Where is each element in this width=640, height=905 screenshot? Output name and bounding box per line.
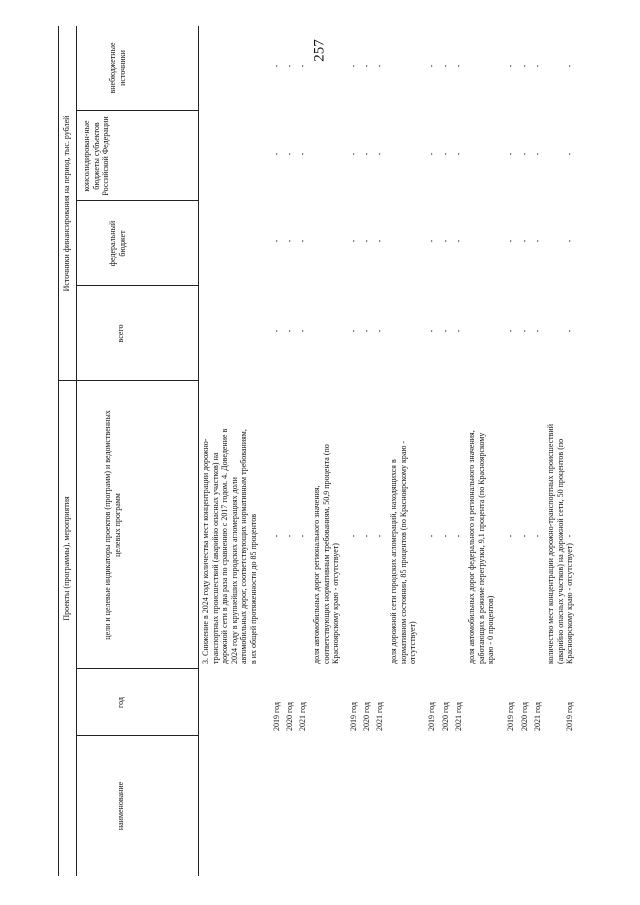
header-name: наименование bbox=[116, 781, 125, 831]
empty-value-dash: - bbox=[506, 534, 515, 538]
empty-value-dash: - bbox=[533, 534, 542, 538]
empty-value-dash: - bbox=[506, 152, 515, 156]
empty-value-dash: - bbox=[454, 329, 463, 333]
empty-value-dash: - bbox=[427, 239, 436, 243]
empty-value-dash: - bbox=[427, 152, 436, 156]
empty-value-dash: - bbox=[285, 239, 294, 243]
header-federal: федеральный бюджет bbox=[108, 220, 127, 267]
empty-value-dash: - bbox=[375, 152, 384, 156]
empty-value-dash: - bbox=[362, 152, 371, 156]
header-bottom-rule bbox=[198, 26, 199, 876]
empty-value-dash: - bbox=[375, 329, 384, 333]
empty-value-dash: - bbox=[533, 152, 542, 156]
empty-value-dash: - bbox=[441, 152, 450, 156]
empty-value-dash: - bbox=[520, 239, 529, 243]
row-year: 2021 год bbox=[298, 702, 307, 731]
empty-value-dash: - bbox=[298, 534, 307, 538]
table-top-rule bbox=[58, 26, 59, 876]
row-year: 2021 год bbox=[375, 702, 384, 731]
empty-value-dash: - bbox=[506, 64, 515, 68]
goal-text-5: количество мест концентрации дорожно-транспортных происшествий (аварийно опасных участков) на дорожной сети, 50 процентов (по Красноярскому краю - отсутствует) bbox=[546, 424, 574, 664]
row-year: 2021 год bbox=[454, 702, 463, 731]
empty-value-dash: - bbox=[533, 239, 542, 243]
goal-text-4: доля автомобильных дорог федерального и регионального значения, работающих в режиме перегрузки, 9,1 процента (по Красноярскому краю - 0 процентов) bbox=[467, 430, 495, 664]
row-year: 2019 год bbox=[427, 702, 436, 731]
empty-value-dash: - bbox=[272, 64, 281, 68]
header-goals: цели и целевые индикаторы проектов (программ) и ведомственных целевых программ bbox=[103, 410, 122, 640]
empty-value-dash: - bbox=[272, 534, 281, 538]
empty-value-dash: - bbox=[272, 239, 281, 243]
empty-value-dash: - bbox=[565, 329, 574, 333]
header-year: год bbox=[116, 697, 125, 708]
empty-value-dash: - bbox=[565, 239, 574, 243]
empty-value-dash: - bbox=[298, 329, 307, 333]
empty-value-dash: - bbox=[565, 152, 574, 156]
row-year: 2021 год bbox=[533, 702, 542, 731]
goal-text-1: 3. Снижение в 2024 году количества мест концентрации дорожно-транспортных происшествий (аварийно опасных участков) на дорожной сети в два раза по сравнению с 2017 годом. 4. Доведение в 2024 году в крупнейших городских агломерациях доли автомобильных дорог, соответствующих нормативным требованиям, в их общей протяженности до 85 процентов bbox=[201, 428, 258, 664]
empty-value-dash: - bbox=[441, 329, 450, 333]
funding-group-header: Источники финансирования на период, тыс. рублей bbox=[62, 115, 71, 292]
col-divider bbox=[76, 200, 198, 201]
row-year: 2019 год bbox=[349, 702, 358, 731]
row-year: 2020 год bbox=[285, 702, 294, 731]
row-year: 2019 год bbox=[506, 702, 515, 731]
empty-value-dash: - bbox=[454, 534, 463, 538]
empty-value-dash: - bbox=[441, 534, 450, 538]
header-total: всего bbox=[116, 324, 125, 343]
empty-value-dash: - bbox=[349, 534, 358, 538]
empty-value-dash: - bbox=[285, 329, 294, 333]
empty-value-dash: - bbox=[565, 534, 574, 538]
empty-value-dash: - bbox=[349, 152, 358, 156]
row-year: 2019 год bbox=[565, 702, 574, 731]
col-divider bbox=[76, 110, 198, 111]
empty-value-dash: - bbox=[427, 64, 436, 68]
empty-value-dash: - bbox=[272, 329, 281, 333]
empty-value-dash: - bbox=[362, 329, 371, 333]
empty-value-dash: - bbox=[298, 152, 307, 156]
col-divider bbox=[76, 735, 198, 736]
empty-value-dash: - bbox=[533, 329, 542, 333]
row-year: 2020 год bbox=[441, 702, 450, 731]
projects-group-header: Проекты (программы), мероприятия bbox=[62, 496, 71, 621]
header-consolidated: консолидирован-ные бюджеты субъектов Российской Федерации bbox=[82, 116, 110, 196]
empty-value-dash: - bbox=[454, 152, 463, 156]
empty-value-dash: - bbox=[506, 329, 515, 333]
empty-value-dash: - bbox=[454, 239, 463, 243]
col-divider bbox=[76, 668, 198, 669]
row-year: 2020 год bbox=[362, 702, 371, 731]
empty-value-dash: - bbox=[285, 534, 294, 538]
empty-value-dash: - bbox=[441, 64, 450, 68]
col-divider bbox=[58, 380, 198, 381]
empty-value-dash: - bbox=[349, 239, 358, 243]
page-number: 257 bbox=[311, 39, 328, 62]
empty-value-dash: - bbox=[349, 64, 358, 68]
empty-value-dash: - bbox=[565, 64, 574, 68]
empty-value-dash: - bbox=[375, 64, 384, 68]
goal-text-3: доля дорожной сети городских агломераций, находящихся в нормативном состоянии, 85 процентов (по Красноярскому краю - отсутствует) bbox=[389, 440, 417, 664]
empty-value-dash: - bbox=[375, 534, 384, 538]
empty-value-dash: - bbox=[520, 64, 529, 68]
goal-text-2: доля автомобильных дорог регионального значения, соответствующих нормативным требованиям, 50,9 процента (по Красноярскому краю - отсутствует) bbox=[312, 444, 340, 664]
row-year: 2020 год bbox=[520, 702, 529, 731]
empty-value-dash: - bbox=[520, 152, 529, 156]
col-divider bbox=[76, 285, 198, 286]
empty-value-dash: - bbox=[362, 239, 371, 243]
empty-value-dash: - bbox=[362, 534, 371, 538]
empty-value-dash: - bbox=[520, 534, 529, 538]
empty-value-dash: - bbox=[362, 64, 371, 68]
rotated-table bbox=[58, 26, 578, 876]
empty-value-dash: - bbox=[506, 239, 515, 243]
empty-value-dash: - bbox=[454, 64, 463, 68]
empty-value-dash: - bbox=[375, 239, 384, 243]
empty-value-dash: - bbox=[285, 64, 294, 68]
empty-value-dash: - bbox=[349, 329, 358, 333]
row-year: 2019 год bbox=[272, 702, 281, 731]
empty-value-dash: - bbox=[285, 152, 294, 156]
empty-value-dash: - bbox=[298, 239, 307, 243]
empty-value-dash: - bbox=[427, 329, 436, 333]
empty-value-dash: - bbox=[427, 534, 436, 538]
empty-value-dash: - bbox=[520, 329, 529, 333]
empty-value-dash: - bbox=[298, 64, 307, 68]
empty-value-dash: - bbox=[533, 64, 542, 68]
empty-value-dash: - bbox=[272, 152, 281, 156]
header-extra: внебюджетные источники bbox=[108, 42, 127, 94]
group-header-rule bbox=[76, 26, 77, 876]
empty-value-dash: - bbox=[441, 239, 450, 243]
